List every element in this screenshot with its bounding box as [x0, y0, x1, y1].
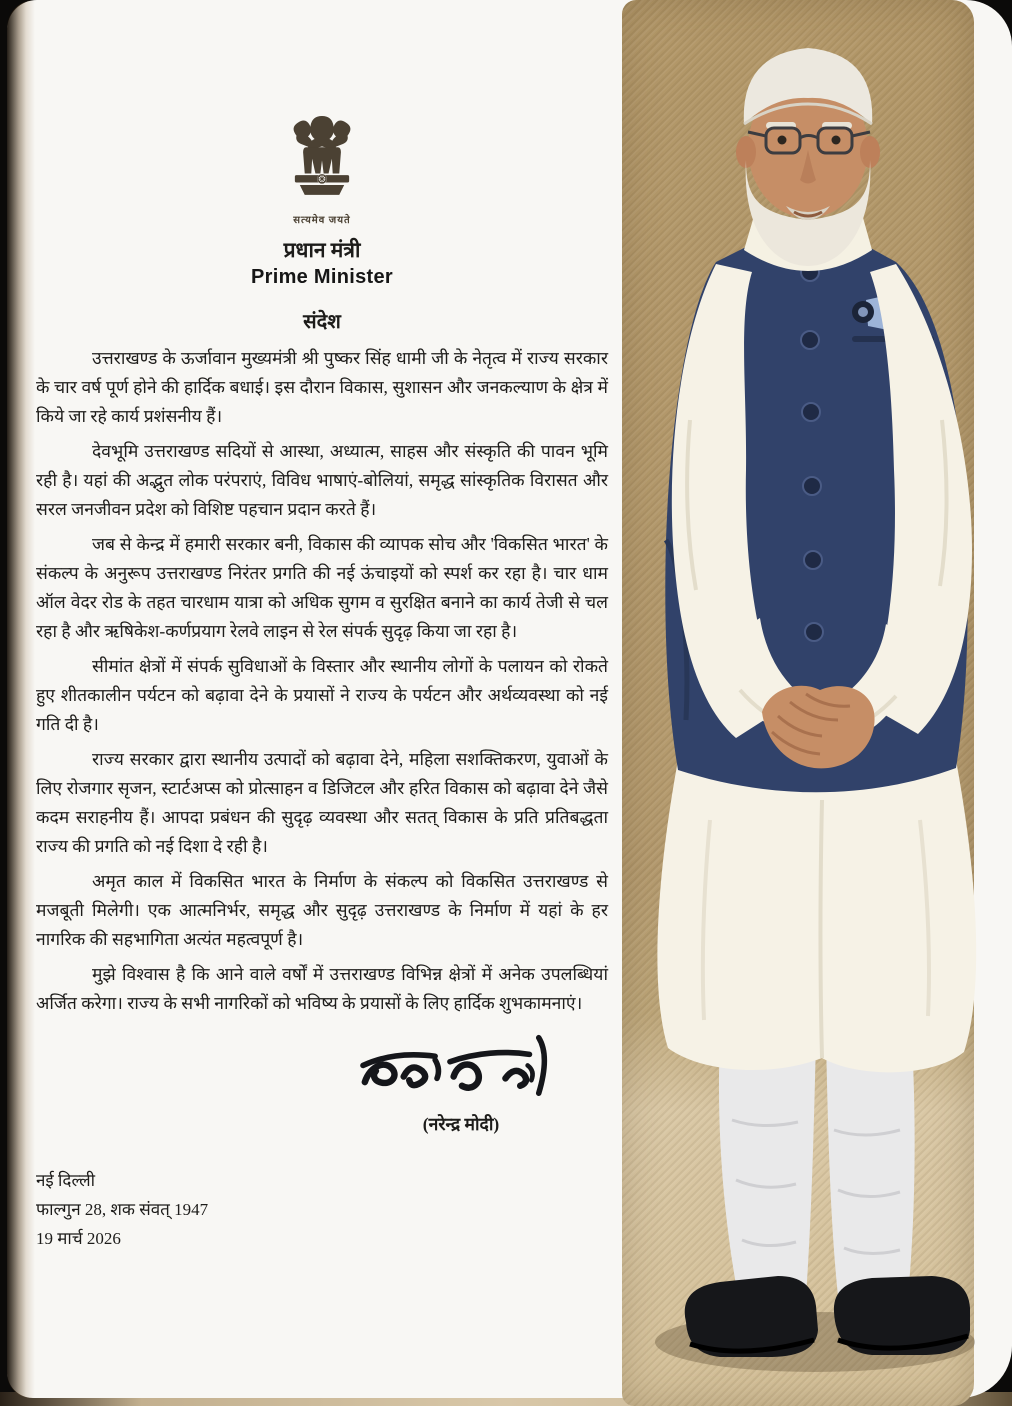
paragraph-7: मुझे विश्वास है कि आने वाले वर्षों में उत्तराखण्ड विभिन्न क्षेत्रों में अनेक उपलब्धियां अर्जित करेगा। राज्य के सभी नागरिकों को भविष्य के प्रयासों के लिए हार्दिक शुभकामनाएं।: [36, 964, 608, 1013]
message-heading: संदेश: [303, 311, 341, 333]
national-emblem-icon: [285, 114, 359, 210]
paragraph-4: सीमांत क्षेत्रों में संपर्क सुविधाओं के विस्तार और स्थानीय लोगों के पलायन को रोकते हुए शीतकालीन पर्यटन को बढ़ावा देने के प्रयासों ने राज्य के पर्यटन और अर्थव्यवस्था को नई गति दी है।: [36, 656, 608, 734]
letterhead-crest: [36, 0, 608, 226]
office-title-hindi: प्रधान मंत्री: [283, 238, 361, 262]
signature-image: [349, 1034, 574, 1108]
saka-date-line: फाल्गुन 28, शक संवत् 1947: [36, 1200, 209, 1219]
letter-content: [36, 0, 608, 1253]
signatory-name: (नरेन्द्र मोदी): [422, 1114, 500, 1134]
paragraph-2: देवभूमि उत्तराखण्ड सदियों से आस्था, अध्यात्म, साहस और संस्कृति की पावन भूमि रही है। यहां की अद्भुत लोक परंपराएं, विविध भाषाएं-बोलियां, समृद्ध सांस्कृतिक विरासत और सरल जनजीवन प्रदेश को विशिष्ट पहचान प्रदान करते हैं।: [36, 441, 608, 519]
signature-block: [336, 1034, 586, 1136]
pm-modi-photo: [620, 0, 1012, 1406]
message-body: [36, 344, 608, 1018]
emblem-motto: सत्यमेव जयते: [293, 215, 351, 226]
paragraph-3: जब से केन्द्र में हमारी सरकार बनी, विकास की व्यापक सोच और 'विकसित भारत' के संकल्प के अनुरूप उत्तराखण्ड निरंतर प्रगति की नई ऊंचाइयों को स्पर्श कर रहा है। चार धाम ऑल वेदर रोड के तहत चारधाम यात्रा को अधिक सुगम व सुरक्षित बनाने का कार्य तेजी से चल रहा है और ऋषिकेश-कर्णप्रयाग रेलवे लाइन से रेल संपर्क सुदृढ़ किया जा रहा है।: [36, 534, 608, 641]
paragraph-1: उत्तराखण्ड के ऊर्जावान मुख्यमंत्री श्री पुष्कर सिंह धामी जी के नेतृत्व में राज्य सरकार के चार वर्ष पूर्ण होने की हार्दिक बधाई। इस दौरान विकास, सुशासन और जनकल्याण के क्षेत्र में किये जा रहे कार्य प्रशंसनीय हैं।: [36, 348, 608, 426]
paragraph-5: राज्य सरकार द्वारा स्थानीय उत्पादों को बढ़ावा देने, महिला सशक्तिकरण, युवाओं के लिए रोजगार सृजन, स्टार्टअप्स को प्रोत्साहन व डिजिटल और हरित विकास को बढ़ावा देने जैसे कदम सराहनीय हैं। आपदा प्रबंधन की सुदृढ़ व्यवस्था और सतत् विकास के प्रति प्रतिबद्धता राज्य की प्रगति को नई दिशा दे रही है।: [36, 749, 608, 856]
page-curl-shadow: [7, 0, 35, 1398]
place-date-block: [36, 1166, 608, 1253]
paragraph-6: अमृत काल में विकसित भारत के निर्माण के संकल्प को विकसित उत्तराखण्ड से मजबूती मिलेगी। एक आत्मनिर्भर, समृद्ध और सुदृढ़ उत्तराखण्ड के निर्माण में यहां के हर नागरिक की सहभागिता अत्यंत महत्वपूर्ण है।: [36, 871, 608, 949]
gregorian-date-line: 19 मार्च 2026: [36, 1229, 121, 1248]
place-line: नई दिल्ली: [36, 1171, 96, 1190]
office-title-english: Prime Minister: [250, 266, 394, 288]
